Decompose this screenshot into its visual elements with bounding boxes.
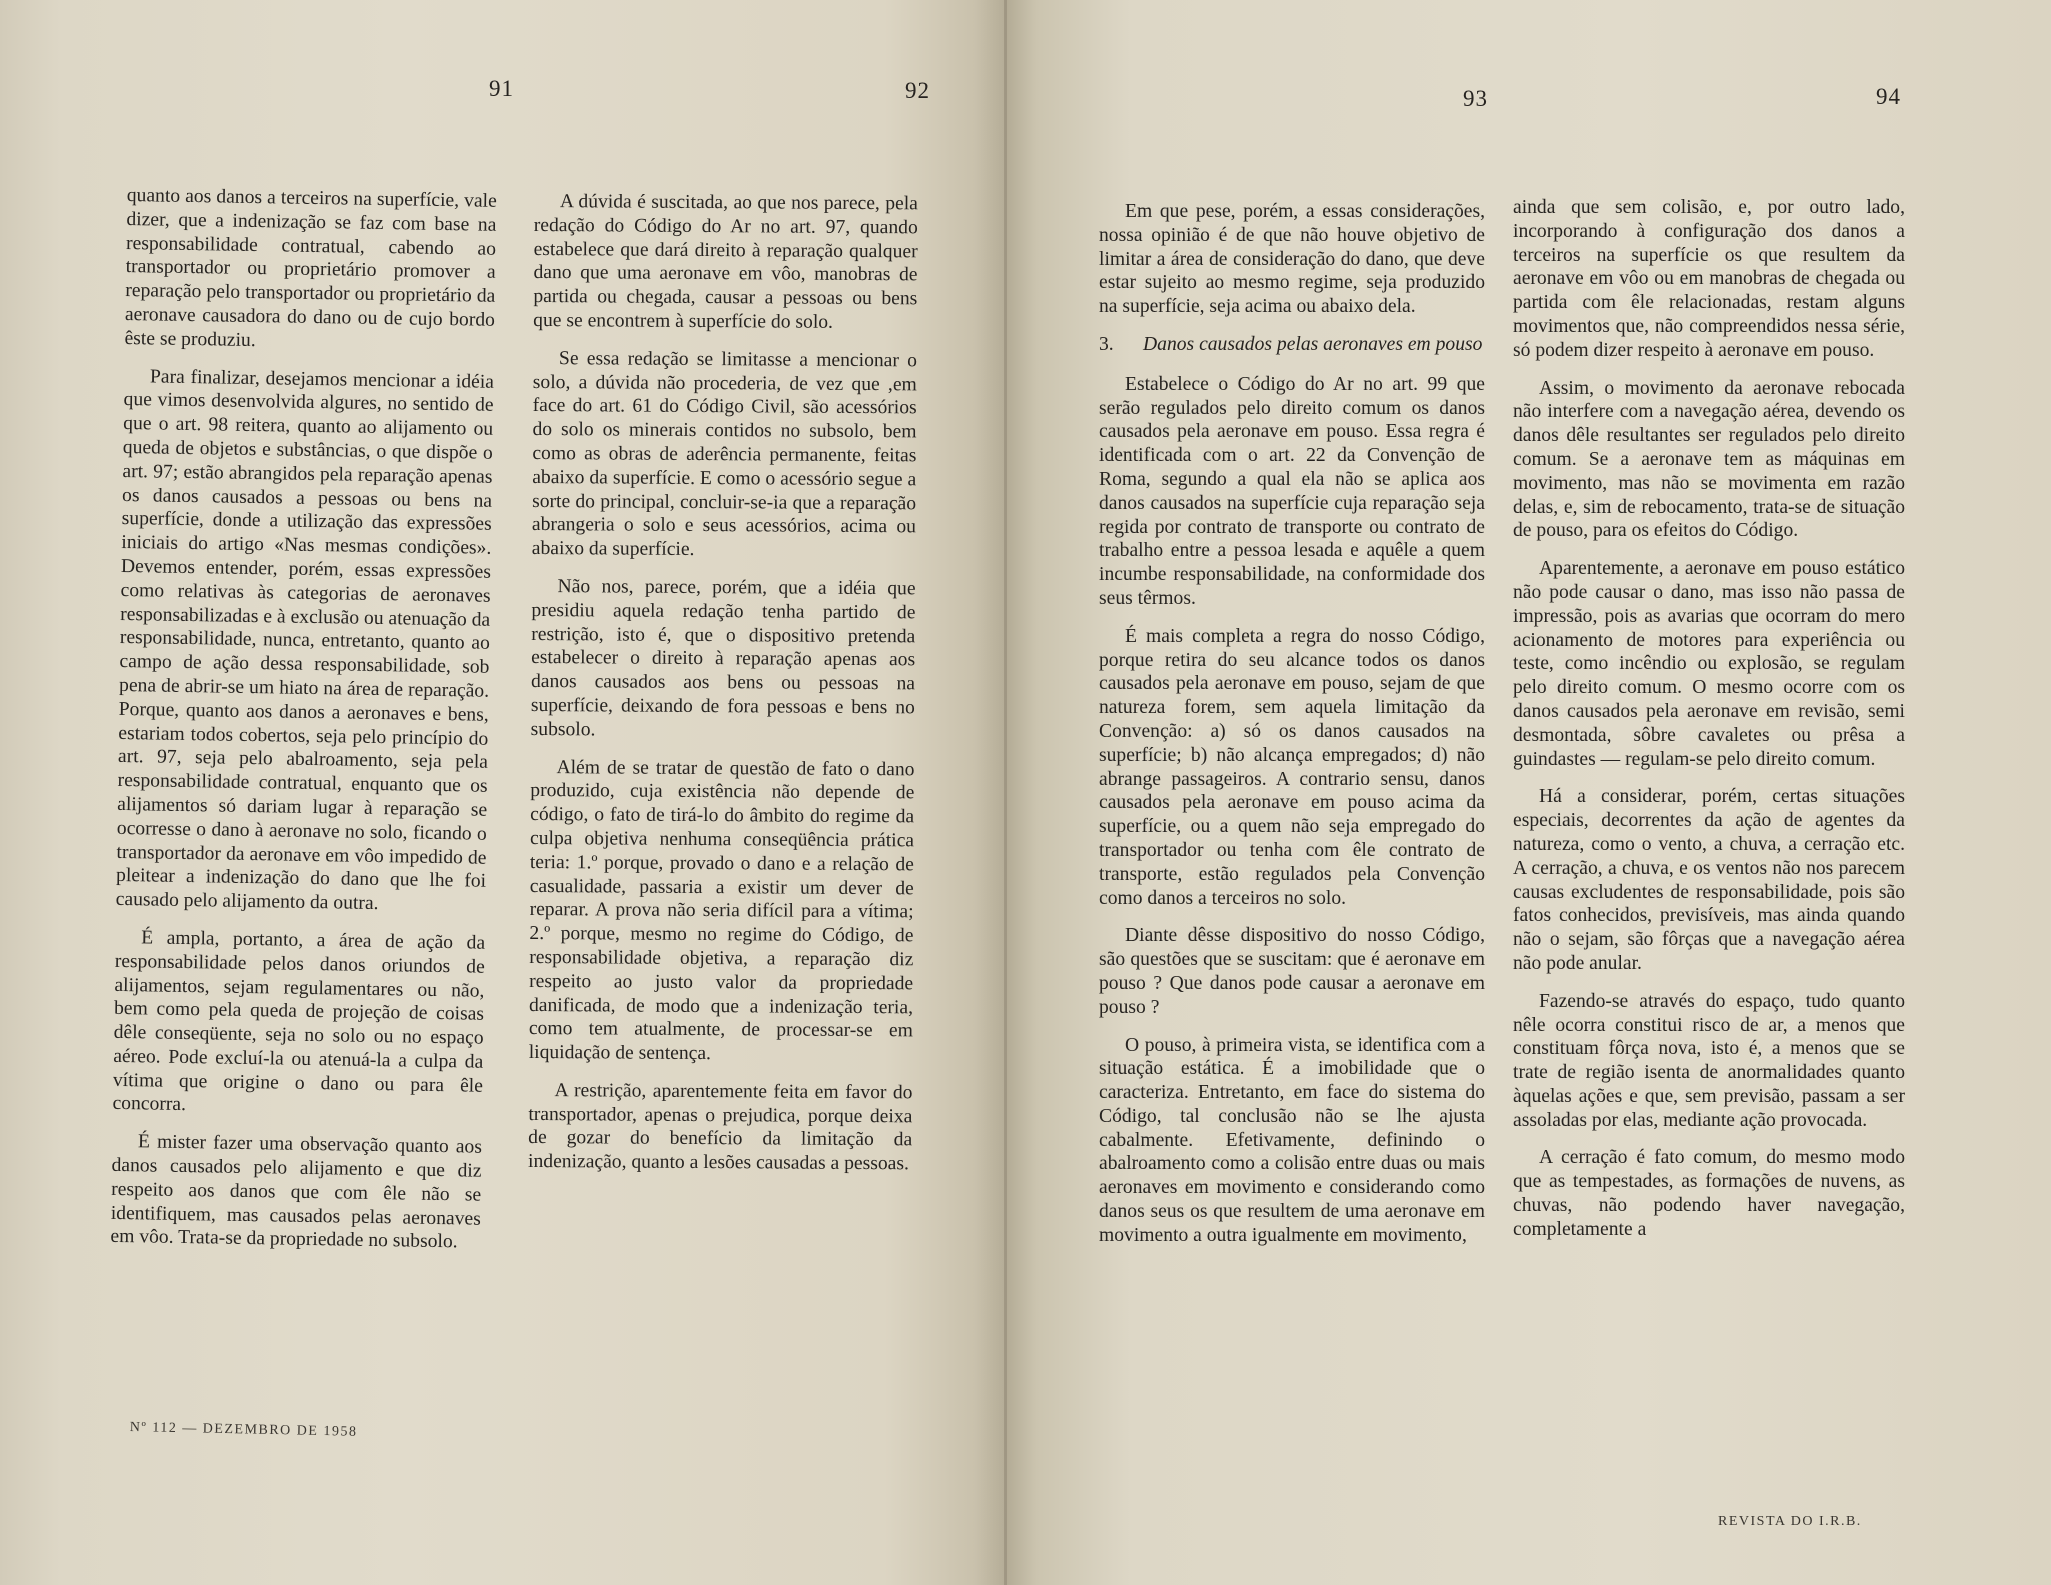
page-number-92: 92: [905, 78, 930, 103]
paragraph: É ampla, portanto, a área de ação da responsabilidade pelos danos oriundos de alijamentos, sejam regulamentares ou não, bem como pela queda de projeção de coisas dêle conseqüente, seja no solo ou no espaço aéreo. Pode excluí-la ou atenuá-la a culpa da vítima que origine o dano ou para êle concorra.: [112, 927, 486, 1116]
right-page: [1005, 0, 2051, 1585]
paragraph: A cerração é fato comum, do mesmo modo que as tempestades, as formações de nuvens, as chuvas, não podendo haver navegação, completamente a: [1513, 1147, 1905, 1240]
journal-footer: REVISTA DO I.R.B.: [1718, 1514, 1862, 1529]
paragraph: Para finalizar, desejamos mencionar a idéia que vimos desenvolvida algures, no sentido de que o art. 98 reitera, quanto ao alijamento ou queda de objetos e substâncias, o que dispõe o art. 97; estão abrangidos pela reparação apenas os danos causados a pessoas ou bens na superfície, donde a utilização das expressões iniciais do artigo «Nas mesmas condições». Devemos entender, porém, essas expressões como relativas às categorias de aeronaves responsabilizadas e à exclusão ou atenuação da responsabilidade, nunca, entretanto, quanto ao campo de ação dessa responsabilidade, sob pena de abrir-se um hiato na área de reparação. Porque, quanto aos danos a aeronaves e bens, estariam todos cobertos, seja pelo princípio do art. 97, seja pelo abalroamento, seja pela responsabilidade contratual, enquanto que os alijamentos só dariam lugar à reparação se ocorresse o dano à aeronave no solo, ficando o transportador da aeronave em vôo impedido de pleitear a indenização do dano que lhe foi causado pelo alijamento da outra.: [115, 365, 495, 915]
page-number-94: 94: [1876, 84, 1901, 109]
paragraph: É mais completa a regra do nosso Código, porque retira do seu alcance todos os danos causados pela aeronave em pouso, sejam de que natureza forem, sem aquela limitação da Convenção: a) só os danos causados na superfície; b) não alcança empregados; d) não abrange passageiros. A contrario sensu, danos causados pela aeronave em pouso acima da superfície, ou a quem não seja empregado do transportador ou tenha com êle contrato de transporte, estão regulados pela Convenção como danos a terceiros no solo.: [1099, 625, 1485, 909]
paragraph: Aparentemente, a aeronave em pouso estático não pode causar o dano, mas isso não passa de impressão, pois as avarias que ocorram do mero acionamento de motores para experiência ou teste, como incêndio ou explosão, se regulam pelo direito comum. O mesmo ocorre com os danos causados pela aeronave em revisão, semi desmontada, sôbre cavaletes ou prêsa a guindastes — regulam-se pelo direito comum.: [1513, 558, 1905, 770]
paragraph: Se essa redação se limitasse a mencionar o solo, a dúvida não procederia, de vez que ,em face do art. 61 do Código Civil, são acessórios do solo os minerais contidos no subsolo, bem como as obras de aderência permanente, feitas abaixo da superfície. E como o acessório segue a sorte do principal, concluir-se-ia que a reparação abrangeria o solo e seus acessórios, acima ou abaixo da superfície.: [531, 347, 918, 561]
section-title: Danos causados pelas aeronaves em pouso: [1143, 333, 1483, 355]
column-page-93: [1099, 200, 1485, 1262]
section-heading: [1099, 333, 1485, 357]
issue-footer: Nº 112 — DEZEMBRO DE 1958: [129, 1420, 358, 1440]
paragraph: Além de se tratar de questão de fato o dano produzido, cuja existência não depende de código, o fato de tirá-lo do âmbito do regime da culpa objetiva nenhuma conseqüência prática teria: 1.º porque, provado o dano e a relação de casualidade, passaria a existir um dever de reparar. A prova não seria difícil para a vítima; 2.º porque, mesmo no regime do Código, de responsabilidade objetiva, a reparação diz respeito ao justo valor da propriedade danificada, de modo que a indenização teria, como tem atualmente, de processar-se em liquidação de sentença.: [528, 756, 915, 1065]
paragraph: Não nos, parece, porém, que a idéia que presidiu aquela redação tenha partido de restrição, isto é, que o dispositivo pretenda estabelecer o direito à reparação apenas aos danos causados aos bens ou pessoas na superfície, deixando de fora pessoas e bens no subsolo.: [530, 576, 916, 741]
column-page-92: [528, 190, 918, 1190]
paragraph: quanto aos danos a terceiros na superfície, vale dizer, que a indenização se faz com base na responsabilidade contratual, cabendo ao transportador ou proprietário promover a reparação pelo transportador ou proprietário da aeronave causadora do dano ou de cujo bordo êste se produziu.: [124, 184, 497, 351]
column-page-91: [110, 184, 497, 1269]
paragraph: Assim, o movimento da aeronave rebocada não interfere com a navegação aérea, devendo os danos dêle resultantes ser regulados pelo direito comum. Se a aeronave tem as máquinas em movimento, mas não se movimenta em razão delas, e, sim de rebocamento, trata-se de situação de pouso, para os efeitos do Código.: [1513, 377, 1905, 542]
gutter-fold: [1004, 0, 1007, 1585]
paragraph: A restrição, aparentemente feita em favor do transportador, apenas o prejudica, porque deixa de gozar do benefício da limitação da indenização, quanto a lesões causadas a pessoas.: [527, 1080, 913, 1175]
paragraph: Diante dêsse dispositivo do nosso Código, são questões que se suscitam: que é aeronave em pouso ? Que danos pode causar a aeronave em pouso ?: [1099, 925, 1485, 1018]
paragraph: A dúvida é suscitada, ao que nos parece, pela redação do Código do Ar no art. 97, quando estabelece que dará direito à reparação qualquer dano que uma aeronave em vôo, manobras de partida ou chegada, causar a pessoas ou bens que se encontrem à superfície do solo.: [533, 191, 918, 333]
paragraph: Há a considerar, porém, certas situações especiais, decorrentes da ação de agentes da natureza, como o vento, a chuva, a cerração etc. A cerração, a chuva, e os ventos não nos parecem causas excludentes de responsabilidade, pois são fatos conhecidos, previsíveis, mas ainda quando não o sejam, são fôrças que a navegação aérea não pode anular.: [1513, 786, 1905, 974]
page-number-91: 91: [489, 76, 514, 101]
column-page-94: [1513, 196, 1905, 1256]
left-page: [0, 0, 1005, 1585]
paragraph: Em que pese, porém, a essas considerações, nossa opinião é de que não houve objetivo de limitar a área de consideração do dano, que deve estar sujeito ao mesmo regime, seja produzido na superfície, seja acima ou abaixo dela.: [1099, 201, 1485, 318]
section-number: 3.: [1099, 333, 1114, 355]
paragraph: Estabelece o Código do Ar no art. 99 que serão regulados pelo direito comum os danos causados pela aeronave em pouso. Essa regra é identificada com o art. 22 da Convenção de Roma, segundo a qual ela não se aplica aos danos causados na superfície cuja reparação seja regida por contrato de transporte ou contrato de trabalho entre a pessoa lesada e aquêle a quem incumbe responsabilidade, na conformidade dos seus têrmos.: [1099, 373, 1485, 609]
paragraph: É mister fazer uma observação quanto aos danos causados pelo alijamento e que diz respeito aos danos que com êle não se identifiquem, mas causados pelas aeronaves em vôo. Trata-se da propriedade no subsolo.: [110, 1131, 483, 1253]
paragraph: O pouso, à primeira vista, se identifica com a situação estática. É a imobilidade que o caracteriza. Entretanto, em face do sistema do Código, tal conclusão não se lhe ajusta cabalmente. Efetivamente, definindo o abalroamento como a colisão entre duas ou mais aeronaves em movimento e considerando como danos seus os que resultem de uma aeronave em movimento a outra igualmente em movimento,: [1099, 1034, 1485, 1246]
paragraph: Fazendo-se através do espaço, tudo quanto nêle ocorra constitui risco de ar, a menos que constituam fôrça nova, isto é, a menos que se trate de região isenta de anormalidades quanto àquelas ações e que, sem previsão, passam a ser assoladas por elas, mediante ação provocada.: [1513, 990, 1905, 1131]
page-number-93: 93: [1463, 86, 1488, 111]
paragraph: ainda que sem colisão, e, por outro lado, incorporando à configuração dos danos a terceiros na superfície os que resultem da aeronave em vôo ou em manobras de chegada ou partida com êle relacionadas, restam alguns movimentos que, não compreendidos nessa série, só podem dizer respeito à aeronave em pouso.: [1513, 197, 1905, 361]
